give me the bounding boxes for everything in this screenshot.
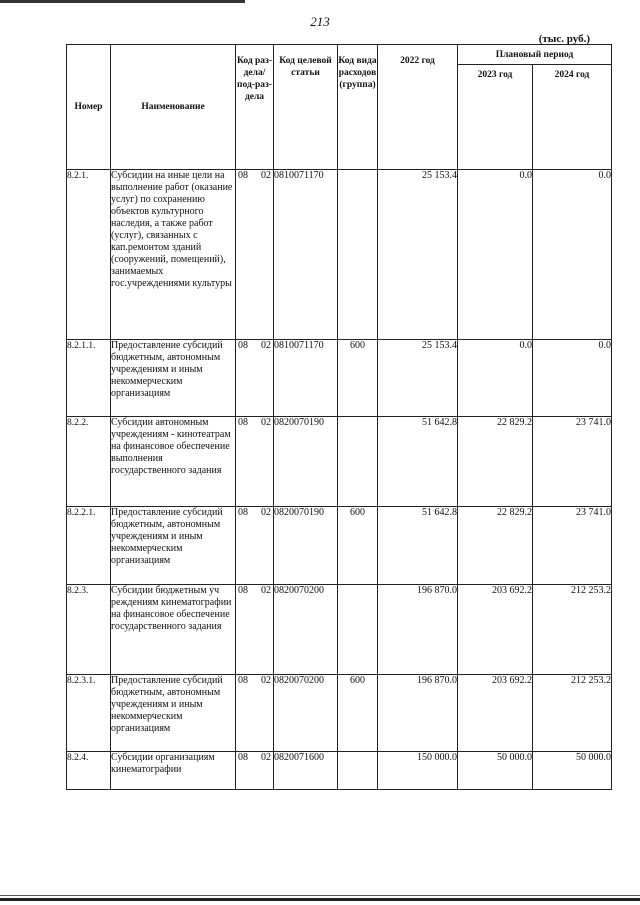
row-number: 8.2.2.1. bbox=[67, 507, 111, 585]
row-amount-2022: 25 153.4 bbox=[378, 340, 458, 417]
header-planned-period: Плановый период bbox=[458, 45, 612, 65]
row-number: 8.2.2. bbox=[67, 417, 111, 507]
row-number: 8.2.1. bbox=[67, 170, 111, 340]
row-amount-2024: 212 253.2 bbox=[533, 675, 612, 752]
row-razdel bbox=[236, 507, 274, 585]
row-razdel-code: 08 bbox=[238, 417, 248, 428]
row-razdel-code: 08 bbox=[238, 507, 248, 518]
row-vr bbox=[338, 417, 378, 507]
header-row bbox=[67, 45, 612, 65]
header-target: Код целевой статьи bbox=[274, 45, 338, 170]
row-target: 0820070200 bbox=[274, 585, 338, 675]
row-name: Предоставление субсидий бюджетным, автономным учреждениям и иным некоммерческим организациям bbox=[111, 507, 236, 585]
budget-table bbox=[66, 44, 612, 790]
row-amount-2024: 23 741.0 bbox=[533, 507, 612, 585]
table-row bbox=[67, 675, 612, 752]
row-amount-2023: 50 000.0 bbox=[458, 752, 533, 790]
row-target: 0820070190 bbox=[274, 417, 338, 507]
row-vr: 600 bbox=[338, 675, 378, 752]
top-rule bbox=[0, 0, 245, 3]
row-amount-2022: 150 000.0 bbox=[378, 752, 458, 790]
row-amount-2023: 22 829.2 bbox=[458, 507, 533, 585]
row-podrazdel-code: 02 bbox=[261, 340, 271, 351]
row-name: Субсидии бюджетным уч реждениям кинематографии на финансовое обеспечение государственного задания bbox=[111, 585, 236, 675]
bottom-rule-thin bbox=[0, 895, 640, 896]
row-amount-2024: 50 000.0 bbox=[533, 752, 612, 790]
row-razdel-code: 08 bbox=[238, 340, 248, 351]
table-row bbox=[67, 340, 612, 417]
row-podrazdel-code: 02 bbox=[261, 417, 271, 428]
row-name: Субсидии организациям кинематографии bbox=[111, 752, 236, 790]
row-razdel bbox=[236, 170, 274, 340]
row-razdel-code: 08 bbox=[238, 752, 248, 763]
row-podrazdel-code: 02 bbox=[261, 507, 271, 518]
row-name: Предоставление субсидий бюджетным, автономным учреждениям и иным некоммерческим организациям bbox=[111, 675, 236, 752]
row-amount-2024: 0.0 bbox=[533, 170, 612, 340]
row-razdel bbox=[236, 340, 274, 417]
row-podrazdel-code: 02 bbox=[261, 585, 271, 596]
row-amount-2022: 51 642.8 bbox=[378, 417, 458, 507]
row-target: 0820070190 bbox=[274, 507, 338, 585]
row-number: 8.2.3. bbox=[67, 585, 111, 675]
row-target: 0820071600 bbox=[274, 752, 338, 790]
row-podrazdel-code: 02 bbox=[261, 752, 271, 763]
row-amount-2022: 196 870.0 bbox=[378, 585, 458, 675]
row-target: 0810071170 bbox=[274, 170, 338, 340]
table-row bbox=[67, 752, 612, 790]
row-amount-2022: 51 642.8 bbox=[378, 507, 458, 585]
row-amount-2023: 203 692.2 bbox=[458, 585, 533, 675]
row-amount-2023: 0.0 bbox=[458, 340, 533, 417]
row-number: 8.2.3.1. bbox=[67, 675, 111, 752]
row-target: 0820070200 bbox=[274, 675, 338, 752]
header-razdel: Код раз-дела/ под-раз-дела bbox=[236, 45, 274, 170]
row-vr bbox=[338, 752, 378, 790]
row-razdel bbox=[236, 585, 274, 675]
table-row bbox=[67, 417, 612, 507]
row-amount-2023: 22 829.2 bbox=[458, 417, 533, 507]
row-amount-2023: 0.0 bbox=[458, 170, 533, 340]
row-razdel bbox=[236, 752, 274, 790]
row-vr: 600 bbox=[338, 340, 378, 417]
header-number: Номер bbox=[67, 45, 111, 170]
table-row bbox=[67, 585, 612, 675]
row-amount-2023: 203 692.2 bbox=[458, 675, 533, 752]
row-vr: 600 bbox=[338, 507, 378, 585]
row-name: Субсидии автономным учреждениям - кинотеатрам на финансовое обеспечение выполнения государственного задания bbox=[111, 417, 236, 507]
header-vr: Код вида расходов (группа) bbox=[338, 45, 378, 170]
row-razdel bbox=[236, 675, 274, 752]
page-number: 213 bbox=[310, 14, 330, 29]
row-razdel-code: 08 bbox=[238, 675, 248, 686]
row-name: Предоставление субсидий бюджетным, автономным учреждениям и иным некоммерческим организациям bbox=[111, 340, 236, 417]
units-note: (тыс. руб.) bbox=[538, 33, 590, 45]
row-razdel-code: 08 bbox=[238, 170, 248, 181]
row-name: Субсидии на иные цели на выполнение работ (оказание услуг) по сохранению объектов культурного наследия, а также работ (услуг), связанных с кап.ремонтом зданий (сооружений, помещений), занимаемых гос.учреждениями культуры bbox=[111, 170, 236, 340]
row-amount-2022: 196 870.0 bbox=[378, 675, 458, 752]
row-amount-2024: 0.0 bbox=[533, 340, 612, 417]
row-podrazdel-code: 02 bbox=[261, 675, 271, 686]
header-year-2024: 2024 год bbox=[533, 65, 612, 170]
row-amount-2024: 212 253.2 bbox=[533, 585, 612, 675]
row-number: 8.2.1.1. bbox=[67, 340, 111, 417]
row-amount-2024: 23 741.0 bbox=[533, 417, 612, 507]
row-target: 0810071170 bbox=[274, 340, 338, 417]
table-row bbox=[67, 507, 612, 585]
row-vr bbox=[338, 585, 378, 675]
header-name: Наименование bbox=[111, 45, 236, 170]
row-podrazdel-code: 02 bbox=[261, 170, 271, 181]
row-number: 8.2.4. bbox=[67, 752, 111, 790]
table-row bbox=[67, 170, 612, 340]
row-razdel-code: 08 bbox=[238, 585, 248, 596]
row-razdel bbox=[236, 417, 274, 507]
row-vr bbox=[338, 170, 378, 340]
header-year-2023: 2023 год bbox=[458, 65, 533, 170]
bottom-rule bbox=[0, 898, 640, 901]
row-amount-2022: 25 153.4 bbox=[378, 170, 458, 340]
header-year-2022: 2022 год bbox=[378, 45, 458, 170]
